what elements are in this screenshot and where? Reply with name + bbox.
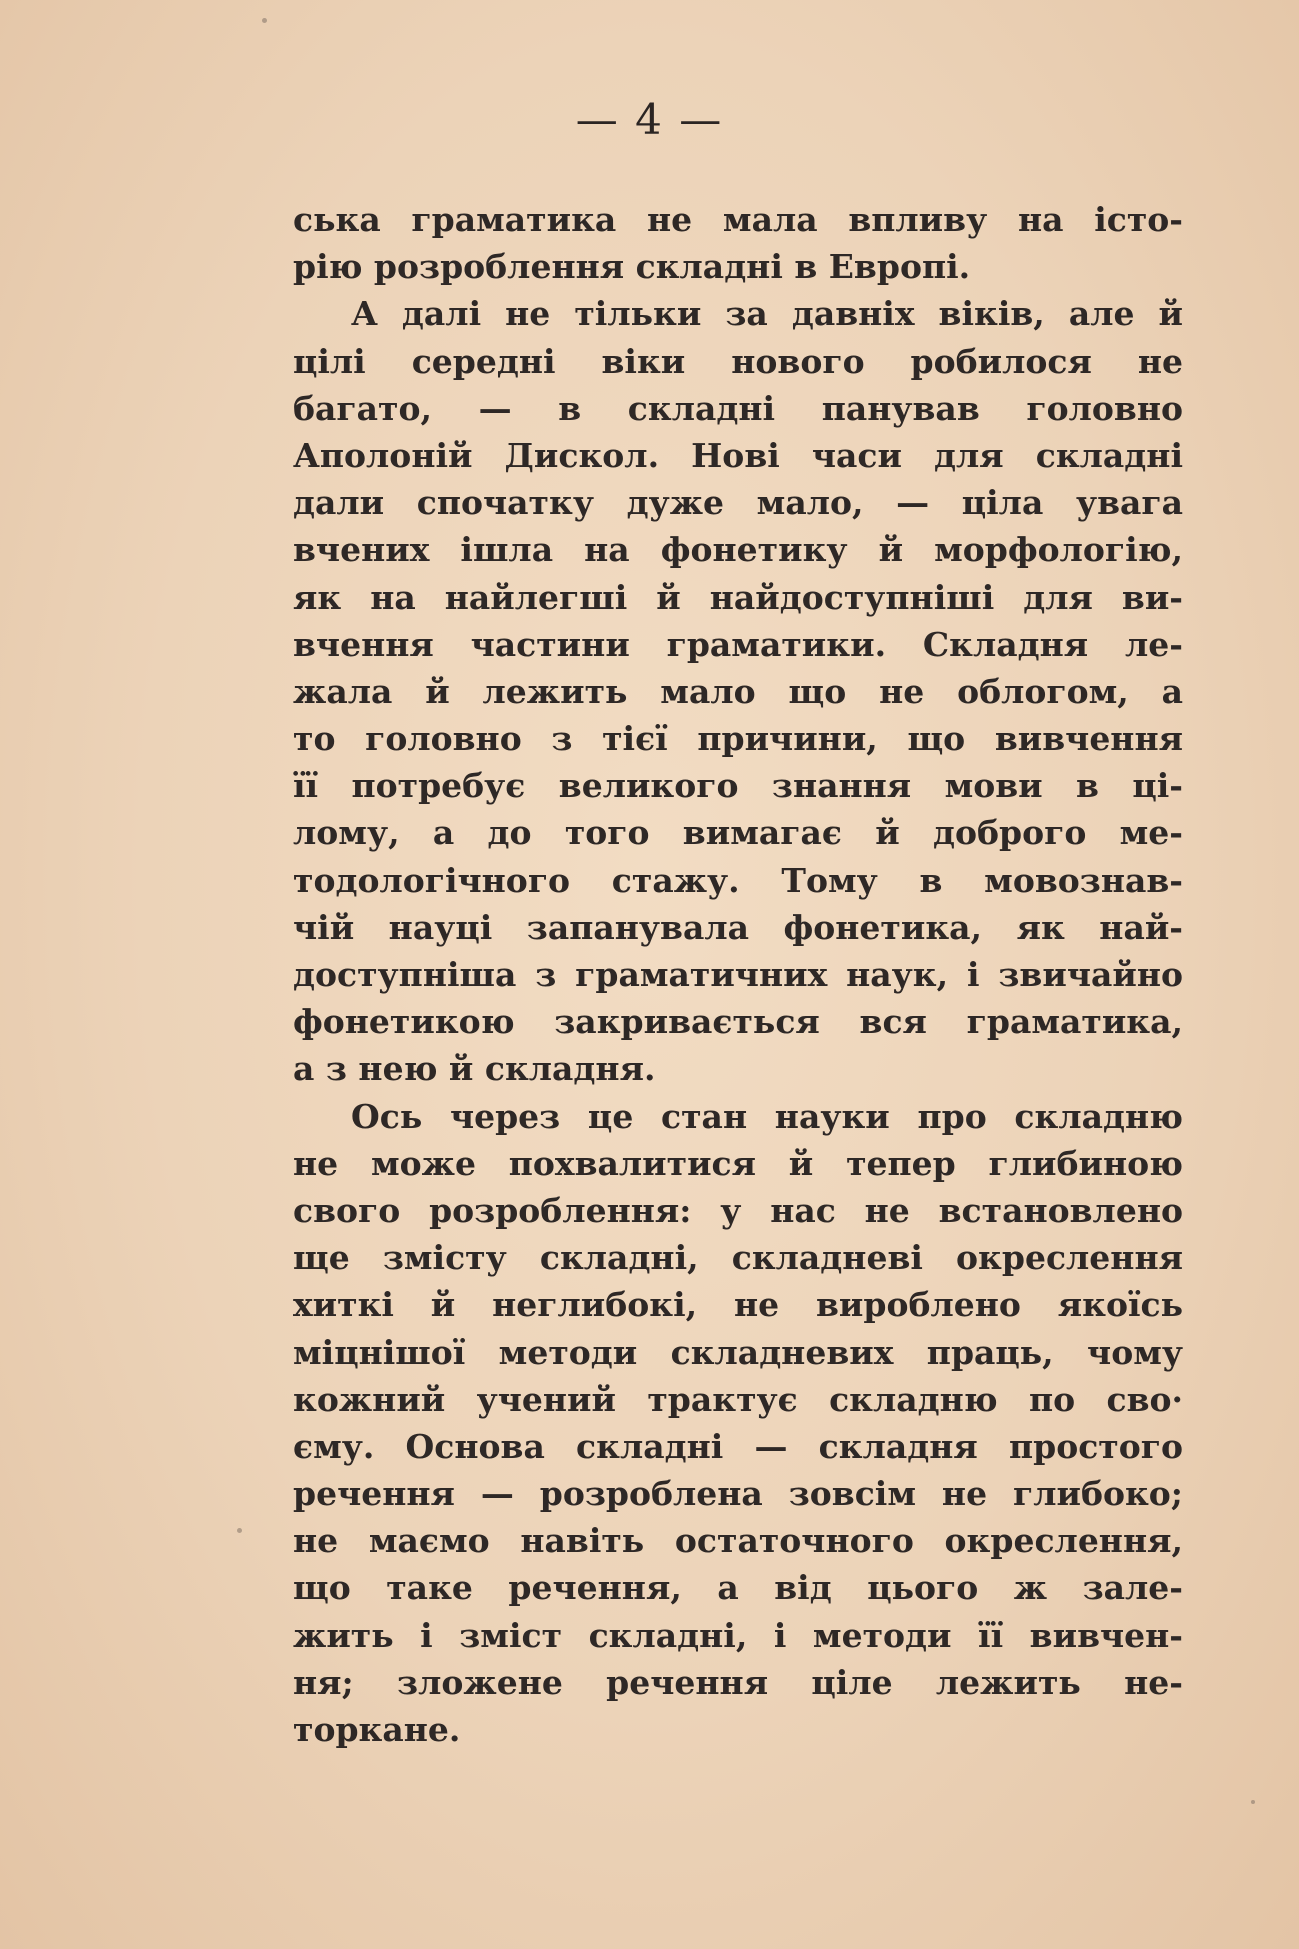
paper-speck — [1251, 1800, 1255, 1804]
paper-speck — [262, 18, 267, 23]
text-line: речення — розроблена зовсім не глибоко; — [293, 1474, 1183, 1514]
text-line: жала й лежить мало що не облогом, а — [293, 671, 1183, 711]
paragraph — [293, 196, 1183, 290]
text-line: А далі не тільки за давніх віків, але й — [351, 294, 1183, 334]
text-line: хиткі й неглибокі, не вироблено якоїсь — [293, 1285, 1183, 1325]
text-line: ще змісту складні, складневі окреслення — [293, 1238, 1183, 1278]
text-line: її потребує великого знання мови в ці- — [293, 766, 1183, 806]
text-line: Ось через це стан науки про складню — [351, 1096, 1183, 1136]
text-line: не маємо навіть остаточного окреслення, — [293, 1521, 1183, 1561]
paragraph — [293, 1093, 1183, 1754]
text-line: багато, — в складні панував головно — [293, 388, 1183, 428]
text-line: тодологічного стажу. Тому в мовознав- — [293, 860, 1183, 900]
text-line: то головно з тієї причини, що вивчення — [293, 719, 1183, 759]
text-line: як на найлегші й найдоступніші для ви- — [293, 577, 1183, 617]
text-line: кожний учений трактує складню по сво· — [293, 1379, 1183, 1419]
text-line: а з нею й складня. — [293, 1049, 656, 1089]
text-line: вчення частини граматики. Складня ле- — [293, 624, 1183, 664]
text-line: лому, а до того вимагає й доброго ме- — [293, 813, 1183, 853]
paper-speck — [237, 1528, 242, 1533]
text-line: Аполоній Дискол. Нові часи для складні — [293, 435, 1183, 475]
text-line: фонетикою закривається вся граматика, — [293, 1002, 1183, 1042]
body-text — [293, 196, 1183, 1753]
paragraph — [293, 290, 1183, 1092]
text-line: що таке речення, а від цього ж зале- — [293, 1568, 1183, 1608]
text-line: дали спочатку дуже мало, — ціла увага — [293, 483, 1183, 523]
text-line: міцнішої методи складневих праць, чому — [293, 1332, 1183, 1372]
text-line: цілі середні віки нового робилося не — [293, 341, 1183, 381]
text-line: не може похвалитися й тепер глибиною — [293, 1143, 1183, 1183]
page-number: — 4 — — [575, 95, 724, 144]
text-line: доступніша з граматичних наук, і звичайно — [293, 955, 1183, 994]
text-line: ня; зложене речення ціле лежить не- — [293, 1662, 1183, 1702]
text-line: жить і зміст складні, і методи її вивчен- — [293, 1615, 1183, 1655]
text-line: єму. Основа складні — складня простого — [293, 1426, 1183, 1466]
text-line: чій науці запанувала фонетика, як най- — [293, 907, 1183, 947]
text-line: свого розроблення: у нас не встановлено — [293, 1190, 1183, 1230]
text-line: торкане. — [293, 1710, 461, 1749]
text-line: вчених ішла на фонетику й морфологію, — [293, 530, 1183, 570]
text-line: ська граматика не мала впливу на істо- — [293, 200, 1183, 239]
text-line: рію розроблення складні в Европі. — [293, 247, 971, 287]
